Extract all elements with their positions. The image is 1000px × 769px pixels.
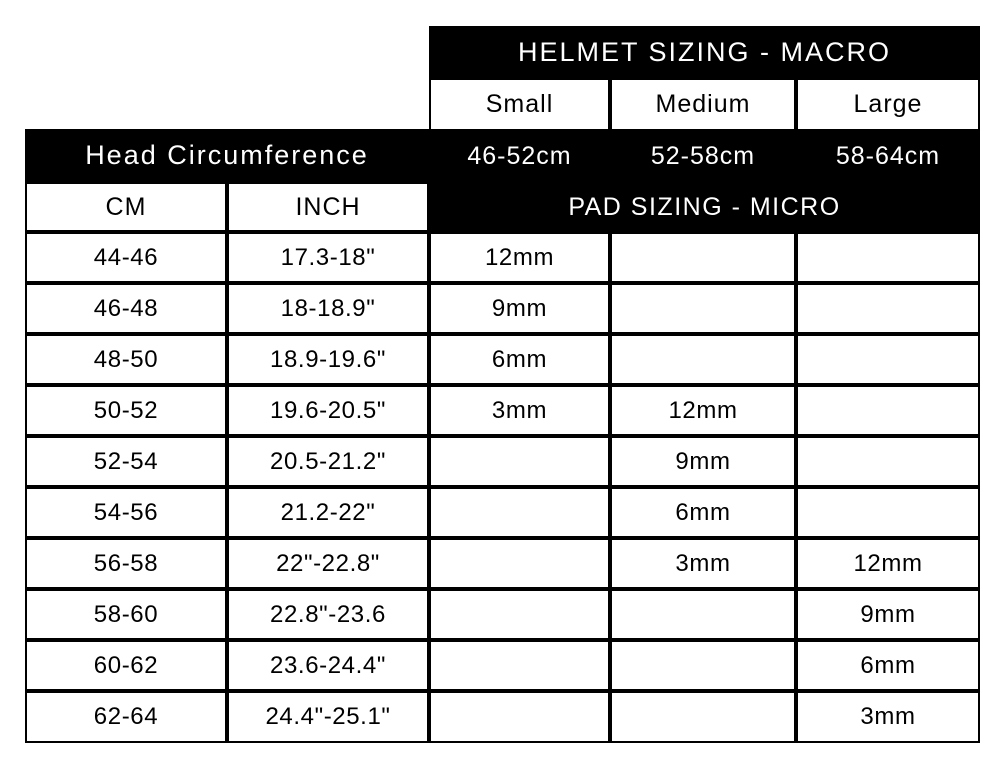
table-row: 22.8"-23.6 [227, 589, 429, 640]
pad-cell-medium [610, 691, 796, 743]
pad-cell-large [796, 283, 980, 334]
head-circumference-title: Head Circumference [25, 129, 429, 182]
table-row: 24.4"-25.1" [227, 691, 429, 743]
pad-cell-large: 12mm [796, 538, 980, 589]
helmet-sizing-macro-title: HELMET SIZING - MACRO [429, 26, 980, 78]
pad-cell-medium [610, 232, 796, 283]
pad-cell-large [796, 232, 980, 283]
pad-cell-medium [610, 283, 796, 334]
size-range-medium: 52-58cm [610, 131, 796, 182]
pad-cell-small [429, 691, 610, 743]
size-range-small: 46-52cm [429, 131, 610, 182]
pad-cell-medium: 6mm [610, 487, 796, 538]
table-row: 50-52 [25, 385, 227, 436]
pad-cell-large: 9mm [796, 589, 980, 640]
pad-cell-small: 9mm [429, 283, 610, 334]
column-header-inch: INCH [227, 182, 429, 232]
pad-cell-small: 3mm [429, 385, 610, 436]
table-row: 22"-22.8" [227, 538, 429, 589]
size-name-small: Small [429, 78, 610, 131]
pad-cell-large [796, 385, 980, 436]
pad-cell-large [796, 334, 980, 385]
pad-cell-small [429, 487, 610, 538]
pad-cell-medium [610, 334, 796, 385]
pad-cell-small [429, 589, 610, 640]
table-row: 19.6-20.5" [227, 385, 429, 436]
size-name-medium: Medium [610, 78, 796, 131]
table-row: 21.2-22" [227, 487, 429, 538]
table-row: 18.9-19.6" [227, 334, 429, 385]
table-row: 62-64 [25, 691, 227, 743]
table-row: 18-18.9" [227, 283, 429, 334]
pad-cell-medium: 9mm [610, 436, 796, 487]
table-row: 48-50 [25, 334, 227, 385]
pad-cell-large: 3mm [796, 691, 980, 743]
table-row: 20.5-21.2" [227, 436, 429, 487]
pad-cell-medium [610, 640, 796, 691]
column-header-cm: CM [25, 182, 227, 232]
table-row: 52-54 [25, 436, 227, 487]
table-row: 60-62 [25, 640, 227, 691]
table-row: 23.6-24.4" [227, 640, 429, 691]
pad-cell-large [796, 436, 980, 487]
pad-cell-small [429, 436, 610, 487]
pad-cell-medium: 3mm [610, 538, 796, 589]
pad-cell-small: 6mm [429, 334, 610, 385]
table-row: 56-58 [25, 538, 227, 589]
table-row: 44-46 [25, 232, 227, 283]
pad-cell-small: 12mm [429, 232, 610, 283]
table-row: 46-48 [25, 283, 227, 334]
pad-cell-medium [610, 589, 796, 640]
pad-cell-medium: 12mm [610, 385, 796, 436]
pad-cell-small [429, 640, 610, 691]
size-range-large: 58-64cm [796, 131, 980, 182]
table-row: 54-56 [25, 487, 227, 538]
pad-cell-small [429, 538, 610, 589]
size-name-large: Large [796, 78, 980, 131]
table-row: 58-60 [25, 589, 227, 640]
table-row: 17.3-18" [227, 232, 429, 283]
pad-sizing-micro-title: PAD SIZING - MICRO [429, 182, 980, 232]
pad-cell-large [796, 487, 980, 538]
pad-cell-large: 6mm [796, 640, 980, 691]
